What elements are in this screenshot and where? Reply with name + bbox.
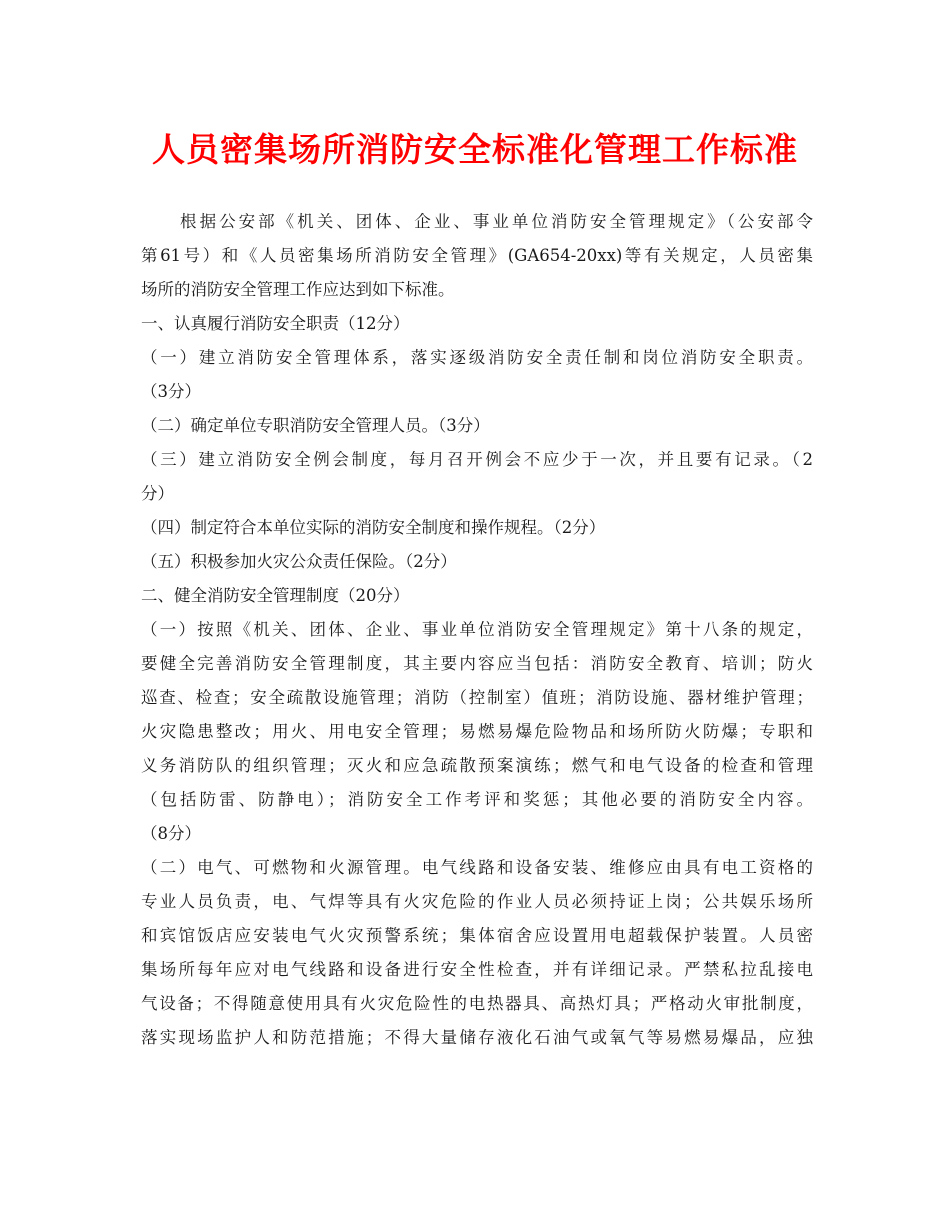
body-line: 一、认真履行消防安全职责（12分） (141, 314, 410, 333)
body-line: （五）积极参加火灾公众责任保险。（2分） (141, 552, 457, 571)
body-line: 义务消防队的组织管理；灭火和应急疏散预案演练；燃气和电气设备的检查和管理 (141, 756, 813, 775)
body-line: 要健全完善消防安全管理制度，其主要内容应当包括：消防安全教育、培训；防火 (141, 654, 813, 673)
body-line: 根据公安部《机关、团体、企业、事业单位消防安全管理规定》（公安部令 (141, 212, 813, 231)
body-line: 巡查、检查；安全疏散设施管理；消防（控制室）值班；消防设施、器材维护管理； (141, 688, 813, 707)
body-line: （一）按照《机关、团体、企业、事业单位消防安全管理规定》第十八条的规定， (141, 620, 813, 639)
body-line: 专业人员负责，电、气焊等具有火灾危险的作业人员必须持证上岗；公共娱乐场所 (141, 892, 813, 911)
body-line: （四）制定符合本单位实际的消防安全制度和操作规程。（2分） (141, 518, 606, 537)
body-line: 场所的消防安全管理工作应达到如下标准。 (141, 280, 455, 299)
body-line: （3分） (141, 382, 201, 401)
body-line: （8分） (141, 824, 201, 843)
body-line: 分） (141, 484, 174, 503)
body-line: （三）建立消防安全例会制度，每月召开例会不应少于一次，并且要有记录。（2 (141, 450, 813, 469)
document-title: 人员密集场所消防安全标准化管理工作标准 (152, 130, 798, 169)
body-line: 落实现场监护人和防范措施；不得大量储存液化石油气或氧气等易燃易爆品，应独 (141, 1028, 813, 1047)
body-line: （包括防雷、防静电）；消防安全工作考评和奖惩；其他必要的消防安全内容。 (141, 790, 813, 809)
body-line: （一）建立消防安全管理体系，落实逐级消防安全责任制和岗位消防安全职责。 (141, 348, 813, 367)
document-body (141, 205, 813, 1055)
body-line: 和宾馆饭店应安装电气火灾预警系统；集体宿舍应设置用电超载保护装置。人员密 (141, 926, 813, 945)
body-line: 二、健全消防安全管理制度（20分） (141, 586, 410, 605)
body-line: 集场所每年应对电气线路和设备进行安全性检查，并有详细记录。严禁私拉乱接电 (141, 960, 813, 979)
body-line: （二）电气、可燃物和火源管理。电气线路和设备安装、维修应由具有电工资格的 (141, 858, 813, 877)
body-line: 第61号）和《人员密集场所消防安全管理》(GA654-20xx)等有关规定，人员密集 (141, 246, 813, 265)
body-line: 火灾隐患整改；用火、用电安全管理；易燃易爆危险物品和场所防火防爆；专职和 (141, 722, 813, 741)
body-line: （二）确定单位专职消防安全管理人员。（3分） (141, 416, 490, 435)
body-line: 气设备；不得随意使用具有火灾危险性的电热器具、高热灯具；严格动火审批制度， (141, 994, 813, 1013)
